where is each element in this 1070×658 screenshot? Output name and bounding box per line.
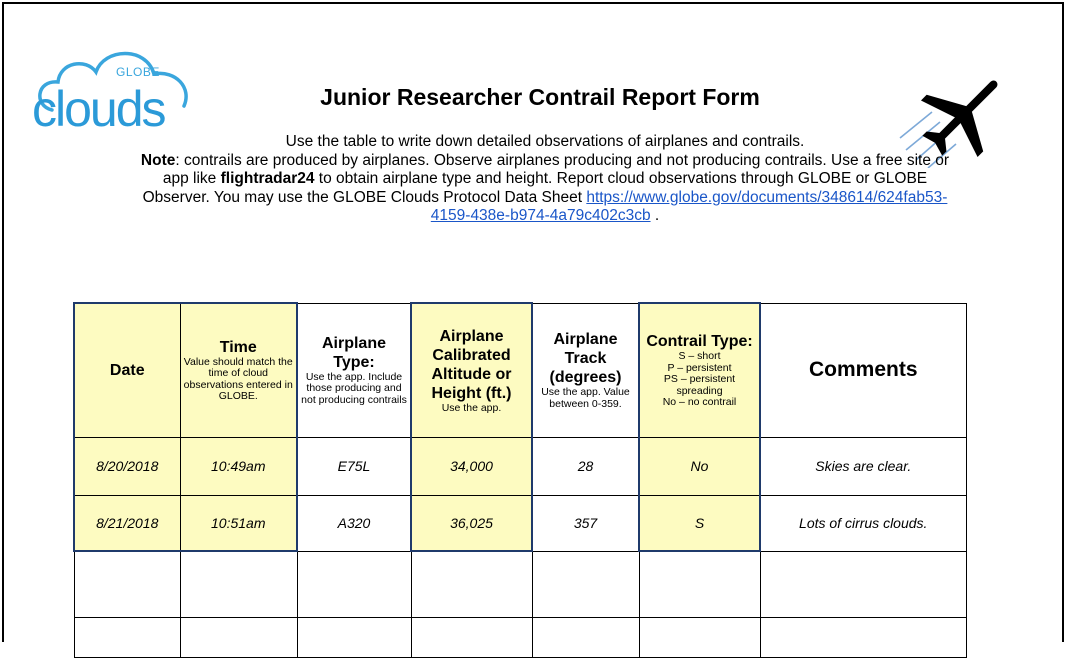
header-row: [74, 303, 966, 437]
intro-paragraph: [130, 133, 960, 226]
empty-cell[interactable]: [411, 551, 532, 617]
empty-cell[interactable]: [74, 551, 180, 617]
logo-clouds-text: clouds: [32, 81, 165, 137]
empty-cell[interactable]: [180, 551, 297, 617]
header-track: Airplane Track (degrees) Use the app. Value between 0-359.: [532, 303, 639, 437]
intro-end: .: [650, 207, 660, 224]
cell-comments: Skies are clear.: [760, 437, 966, 495]
note-text-1: : contrails are produced by airplanes. Observe airplanes producing and not producing contrails. Use a free site or app like: [162, 151, 950, 187]
header-contrail-type: Contrail Type: S – short P – persistent PS – persistent spreading No – no contrail: [639, 303, 760, 437]
empty-cell[interactable]: [639, 617, 760, 657]
header-airplane-type: Airplane Type: Use the app. Include those producing and not producing contrails: [297, 303, 411, 437]
cell-comments: Lots of cirrus clouds.: [760, 495, 966, 551]
intro-line1: Use the table to write down detailed observations of airplanes and contrails.: [285, 133, 805, 150]
cell-contrail: No: [639, 437, 760, 495]
empty-cell[interactable]: [532, 617, 639, 657]
note-text-2: to obtain airplane type and height. Report cloud observations through GLOBE or GLOBE Observer. You may use the GLOBE Clouds Protocol Data Sheet: [142, 170, 928, 206]
empty-cell[interactable]: [74, 617, 180, 657]
cell-type: E75L: [297, 437, 411, 495]
table-row: [74, 495, 966, 551]
contrail-report-table: [73, 302, 967, 658]
logo-globe-text: GLOBE: [116, 65, 160, 79]
header-altitude: Airplane Calibrated Altitude or Height (ft.) Use the app.: [411, 303, 532, 437]
note-label: Note: [140, 151, 176, 169]
header-time: Time Value should match the time of cloud observations entered in GLOBE.: [180, 303, 297, 437]
page-title: Junior Researcher Contrail Report Form: [320, 84, 760, 110]
empty-cell[interactable]: [297, 617, 411, 657]
empty-cell[interactable]: [639, 551, 760, 617]
header-date: Date: [74, 303, 180, 437]
empty-row: [74, 551, 966, 617]
cell-altitude: 36,025: [411, 495, 532, 551]
cell-track: 357: [532, 495, 639, 551]
table-row: [74, 437, 966, 495]
empty-cell[interactable]: [297, 551, 411, 617]
empty-row: [74, 617, 966, 657]
cell-time: 10:49am: [180, 437, 297, 495]
header-comments: Comments: [760, 303, 966, 437]
data-sheet-link[interactable]: https://www.globe.gov/documents/348614/624fab53-4159-438e-b974-4a79c402c3cb: [430, 188, 948, 224]
cell-time: 10:51am: [180, 495, 297, 551]
cell-track: 28: [532, 437, 639, 495]
site-name: flightradar24: [220, 170, 315, 187]
empty-cell[interactable]: [760, 617, 966, 657]
empty-cell[interactable]: [532, 551, 639, 617]
cell-altitude: 34,000: [411, 437, 532, 495]
empty-cell[interactable]: [180, 617, 297, 657]
cell-date: 8/20/2018: [74, 437, 180, 495]
empty-cell[interactable]: [411, 617, 532, 657]
empty-cell[interactable]: [760, 551, 966, 617]
cell-date: 8/21/2018: [74, 495, 180, 551]
cell-contrail: S: [639, 495, 760, 551]
cell-type: A320: [297, 495, 411, 551]
